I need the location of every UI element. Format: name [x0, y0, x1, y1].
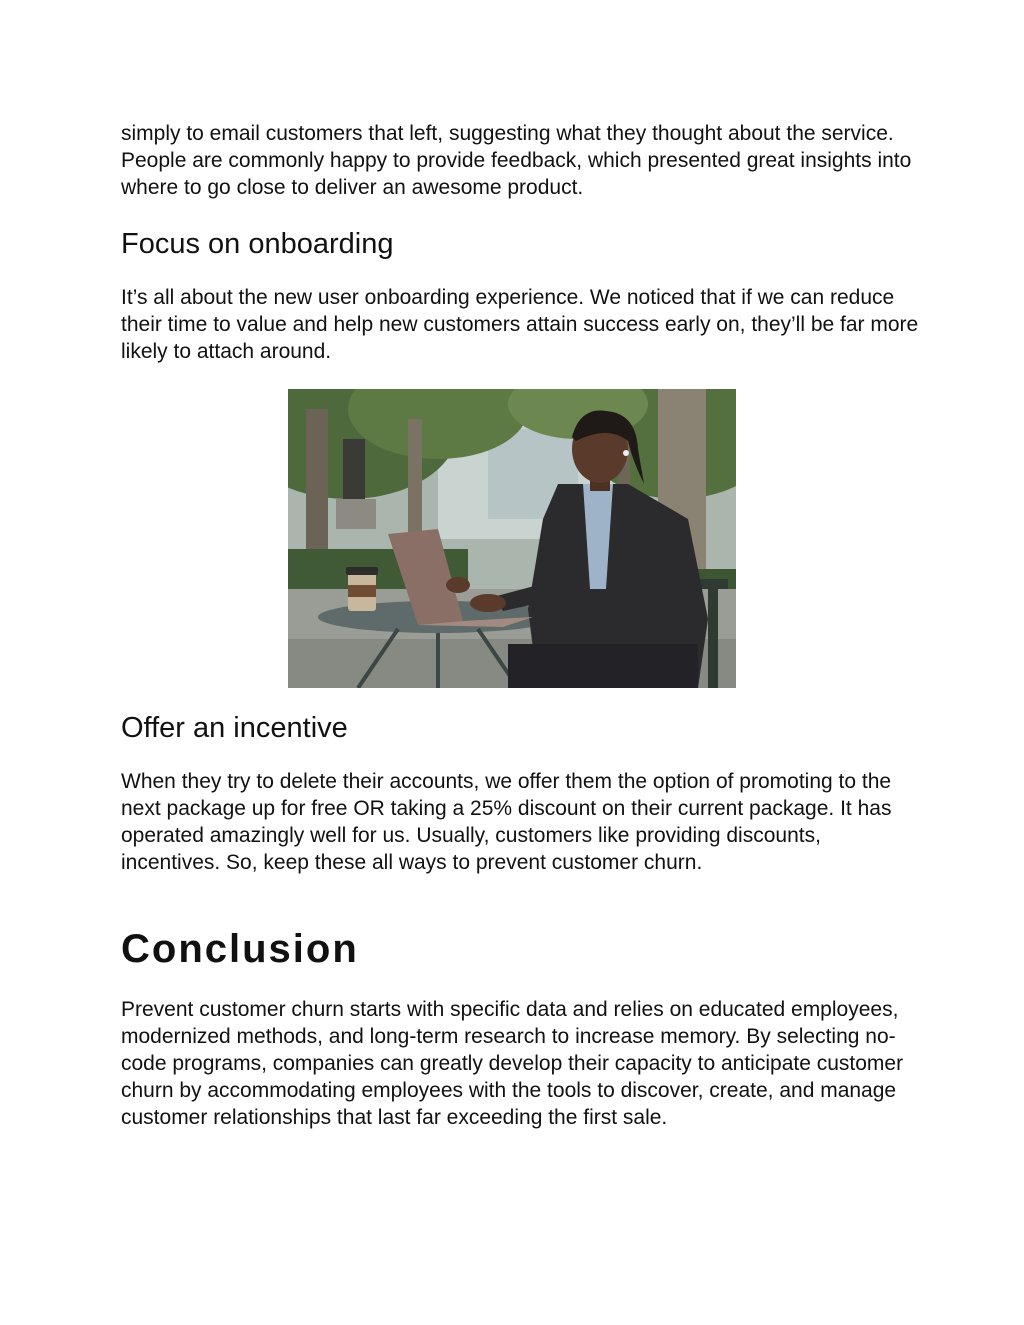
heading-focus-on-onboarding: Focus on onboarding — [121, 228, 394, 260]
heading-offer-an-incentive: Offer an incentive — [121, 712, 348, 744]
photo-man-with-laptop — [288, 389, 736, 688]
conclusion-paragraph: Prevent customer churn starts with specific data and relies on educated employees, modernized methods, and long-term research to increase memory. By selecting no-code programs, companies can greatly develop their capacity to anticipate customer churn by accommodating employees with the tools to discover, create, and manage customer relationships that last far exceeding the first sale. — [121, 998, 904, 1129]
onboarding-paragraph: It’s all about the new user onboarding experience. We noticed that if we can reduce their time to value and help new customers attain success early on, they’ll be far more likely to attach around. — [121, 286, 919, 363]
photo-illustration — [288, 389, 736, 688]
incentive-paragraph: When they try to delete their accounts, we offer them the option of promoting to the next package up for free OR taking a 25% discount on their current package. It has operated amazingly well for us. Usually, customers like providing discounts, incentives. So, keep these all ways to prevent customer churn. — [121, 770, 892, 874]
intro-paragraph: simply to email customers that left, suggesting what they thought about the service. People are commonly happy to provide feedback, which presented great insights into where to go close to deliver an awesome product. — [121, 122, 912, 199]
heading-conclusion: Conclusion — [121, 927, 359, 971]
